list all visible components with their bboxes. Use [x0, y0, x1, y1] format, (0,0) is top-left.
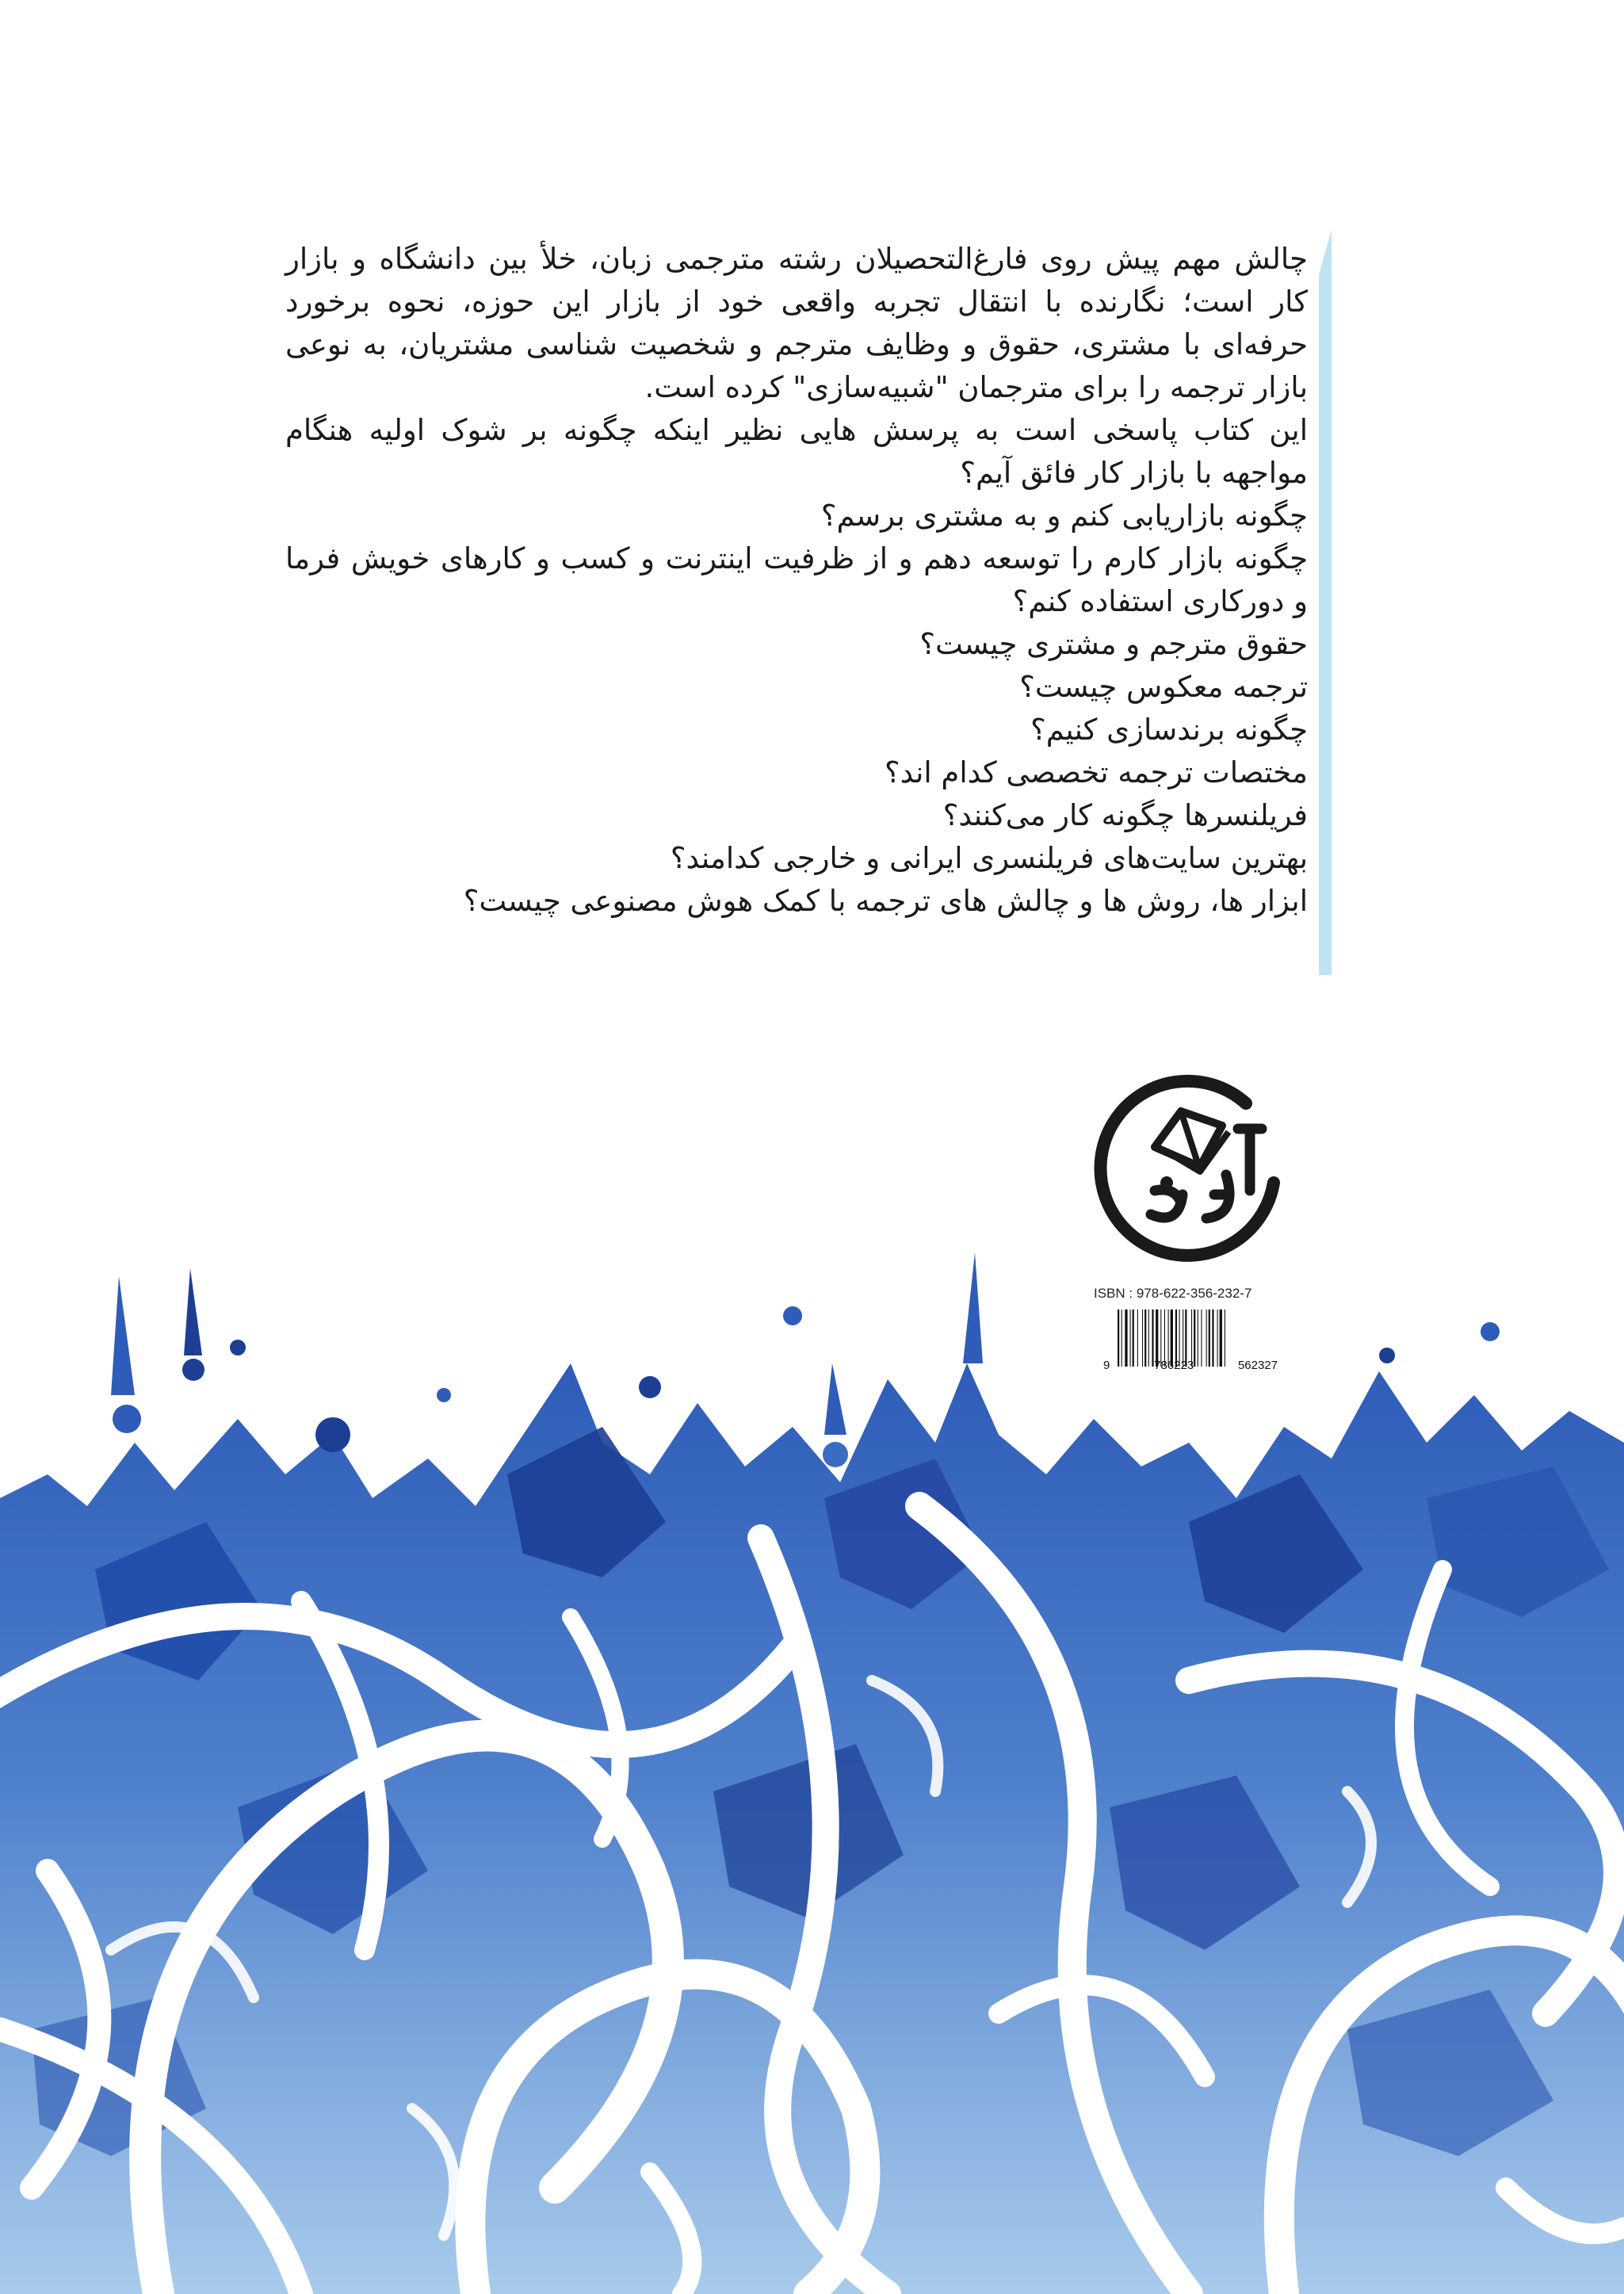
accent-bar: [1319, 230, 1332, 975]
question-item: فریلنسرها چگونه کار می‌کنند؟: [942, 798, 1308, 832]
open-book-icon: [1155, 1111, 1229, 1172]
question-item: مختصات ترجمه تخصصی کدام اند؟: [885, 755, 1308, 790]
isbn-label: ISBN : 978-622-356-232-7: [1094, 1286, 1252, 1301]
question-item: چگونه بازار کارم را توسعه دهم و از ظرفیت اینترنت و کسب و کارهای خویش فرما و دورکاری استفاده کنم؟: [285, 541, 1308, 618]
barcode-digits-left: 786223: [1154, 1359, 1194, 1372]
question-item: ترجمه معکوس چیست؟: [1019, 670, 1308, 704]
blurb-paragraph-1: چالش مهم پیش روی فارغ‌التحصیلان رشته مترجمی زبان، خلأ بین دانشگاه و بازار کار است؛ نگارنده با انتقال تجربه واقعی خود از بازار این حوزه، نحوه برخورد حرفه‌ای با مشتری، حقوق و وظایف مترجم و شخصیت شناسی مشتریان، به نوعی بازار ترجمه را برای مترجمان "شبیه‌سازی" کرده است.: [285, 242, 1308, 404]
question-item: بهترین سایت‌های فریلنسری ایرانی و خارجی کدامند؟: [670, 841, 1308, 875]
question-item: ابزار ها، روش ها و چالش های ترجمه با کمک هوش مصنوعی چیست؟: [463, 884, 1308, 918]
calligraphy-artwork: [0, 1237, 1624, 2294]
question-item: چگونه برندسازی کنیم؟: [1030, 713, 1308, 747]
blurb-text: [285, 238, 1308, 923]
blurb-paragraph-2: این کتاب پاسخی است به پرسش هایی نظیر اینکه چگونه بر شوک اولیه هنگام مواجهه با بازار کار فائق آیم؟: [285, 413, 1308, 490]
barcode-digit-lead: 9: [1103, 1359, 1110, 1372]
question-item: چگونه بازاریابی کنم و به مشتری برسم؟: [820, 499, 1308, 533]
barcode-digits-right: 562327: [1237, 1359, 1278, 1372]
question-item: حقوق مترجم و مشتری چیست؟: [919, 627, 1308, 661]
